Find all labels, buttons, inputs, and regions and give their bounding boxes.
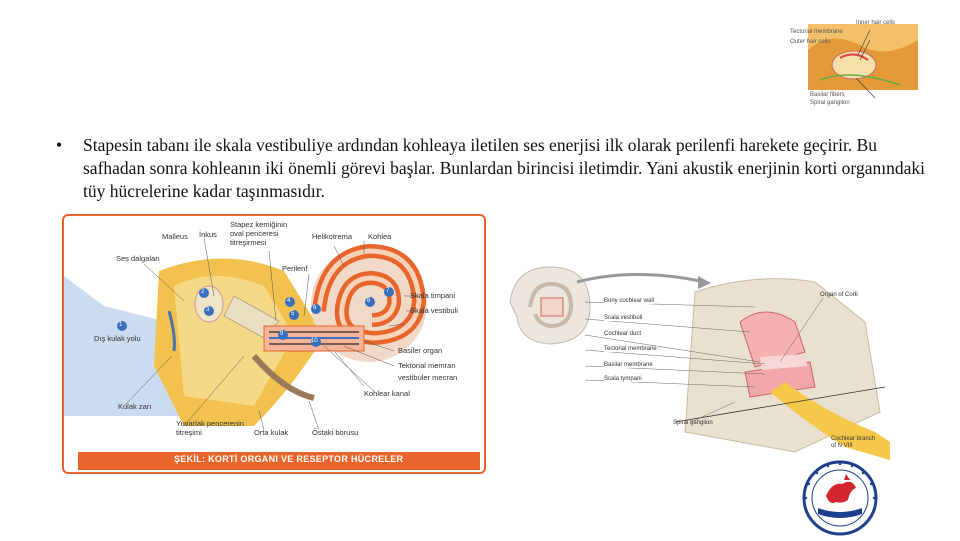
label-spiral-ganglion-small: Spiral ganglion: [810, 100, 850, 106]
step-3: 3: [206, 307, 210, 313]
label-basilar-fibers: Basilar fibers: [810, 92, 845, 98]
label-spiral-ganglion: Spiral ganglion: [673, 420, 713, 426]
label-tectorial-membrane: Tectorial membrane: [604, 346, 657, 352]
label-tectorial-membrane-small: Tectorial membrane: [790, 29, 843, 35]
figure-caption: ŞEKİL: KORTİ ORGANI VE RESEPTOR HÜCRELER: [174, 454, 404, 464]
step-9: 9: [280, 331, 284, 337]
label-scala-tympani: Scala tympani: [604, 376, 642, 382]
label-basilar-membrane: Basilar membrane: [604, 362, 653, 368]
label-skala-vestibuli: Skala vestibuli: [410, 306, 458, 315]
label-scala-vestibuli: Scala vestibuli: [604, 315, 643, 321]
label-kulak-zari: Kulak zarı: [118, 402, 152, 411]
label-inner-hair-cells: Inner hair cells: [856, 20, 896, 26]
step-8: 8: [367, 298, 371, 304]
label-yuvarlak-pencere: Yuvarlak pencerenin titreşimi: [176, 419, 244, 437]
ear-anatomy-figure: [62, 214, 486, 474]
bullet-marker: •: [56, 135, 63, 155]
step-5: 5: [291, 311, 295, 317]
step-6: 6: [313, 305, 317, 311]
ear-anatomy-illustration: [64, 216, 484, 448]
label-ostaki-borusu: Östaki borusu: [312, 428, 359, 437]
label-tektorial-membran: Tektorial memran: [398, 361, 456, 370]
label-malleus: Malleus: [162, 232, 188, 241]
label-helikotrema: Helikotrema: [312, 232, 353, 241]
small-cochlea-diagram: [790, 10, 940, 108]
figure-caption-bar: [78, 452, 480, 470]
label-inkus: İnkus: [199, 230, 217, 239]
label-bony-wall: Bony cochlear wall: [604, 298, 655, 304]
step-4: 4: [287, 298, 291, 304]
label-basiler-organ: Basiler organ: [398, 346, 443, 355]
step-2: 2: [201, 289, 205, 295]
cochlea-cross-section-figure: [505, 262, 890, 460]
label-vestibuler-mecra: vestibuler mecran: [398, 373, 458, 382]
label-cochlear-duct: Cochlear duct: [604, 331, 642, 337]
label-kohlea: Kohlea: [368, 232, 392, 241]
university-logo: [800, 460, 880, 536]
label-skala-timpani: Skala timpani: [410, 291, 456, 300]
label-perilenf: Perilenf: [282, 264, 308, 273]
bullet-text: Stapesin tabanı ile skala vestibuliye ardından kohleaya iletilen ses enerjisi ilk olarak perilenfi harekete geçirir. Bu safhadan sonra kohleanın iki önemli görevi başlar. Bunlardan birincisi iletimdir. Yani akustik enerjinin korti organındaki tüy hücrelerine kadar taşınmasıdır.: [83, 135, 925, 201]
label-outer-hair-cells: Outer hair cells: [790, 39, 831, 45]
label-cochlear-branch: Cochlear branch of N VIII: [831, 436, 876, 449]
step-7: 7: [386, 288, 390, 294]
label-ses-dalgalari: Ses dalgaları: [116, 254, 160, 263]
step-10: 10: [311, 338, 318, 344]
label-kohlear-kanal: Kohlear kanal: [364, 389, 410, 398]
label-stapez: Stapez kemiğinin oval penceresi titreşirmesi: [230, 220, 288, 247]
label-dis-kulak-yolu: Dış kulak yolu: [94, 334, 141, 343]
label-orta-kulak: Orta kulak: [254, 428, 289, 437]
step-1: 1: [119, 322, 123, 328]
university-logo-emblem: [800, 460, 880, 536]
label-organ-of-corti: Organ of Corti: [820, 292, 858, 298]
